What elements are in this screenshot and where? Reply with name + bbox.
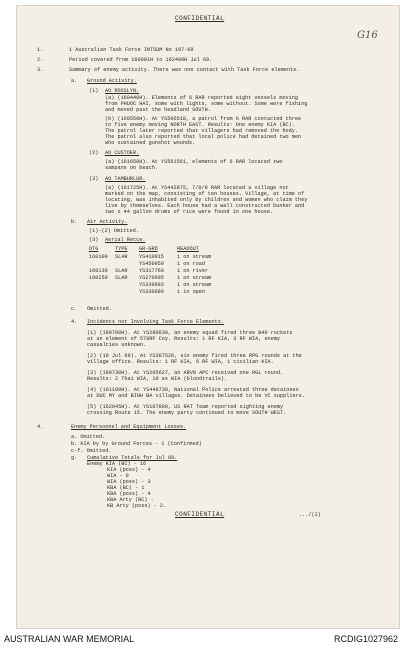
ao1-title: AO ROSSLYN. bbox=[105, 88, 140, 94]
ao3-line: marked on the map, consisting of ten houses. Village, at time of bbox=[105, 191, 305, 197]
incident-line: Results: 2 Thai WIA, 10 ex WIA (bloodtrails). bbox=[87, 376, 228, 382]
incident-line: crossing Route 15. The enemy party continued to move SOUTH WEST. bbox=[87, 410, 287, 416]
table-cell: 1 in open bbox=[177, 289, 206, 295]
ao1-line: The patrol also reported that local police had detained two men bbox=[105, 134, 302, 140]
table-cell: 160100 bbox=[89, 254, 108, 260]
losses-g-line: KBA (BC) - 1 bbox=[107, 485, 145, 491]
ao1-line: to five enemy moving NORTH EAST. Results: One enemy KIA (BC). bbox=[105, 122, 295, 128]
sec-b-label: b. bbox=[71, 219, 78, 225]
table-cell: SLAR bbox=[115, 254, 128, 260]
table-cell: 1 on river bbox=[177, 268, 209, 274]
para-1-text: 1 Australian Task Force INTSUM No 197-69 bbox=[69, 47, 194, 53]
table-cell: 1 on stream bbox=[177, 282, 212, 288]
incident-line: (3) (160730H). At YS205627, an ARVN APC received one RGL round. bbox=[87, 370, 284, 376]
losses-g-line: KIA (poss) - 4 bbox=[107, 467, 151, 473]
ao3-line: two x 44 gallon drums of rice were found in one house. bbox=[105, 209, 274, 215]
ao1-line: (a) (160440H). Elements of 6 RAR reported eight vessels moving bbox=[105, 95, 299, 101]
para-3-num: 3. bbox=[37, 67, 44, 73]
document-page bbox=[16, 5, 400, 629]
ao1-line: from PHUOC HAI, some with lights, some without. Some were fishing bbox=[105, 101, 308, 107]
para-4-title: Incidents not Involving Task Force Elements. bbox=[87, 319, 224, 325]
para-2-num: 2. bbox=[37, 57, 44, 63]
losses-g-line: KB Arty (poss) - 2. bbox=[107, 503, 167, 509]
table-header: DTG bbox=[89, 246, 99, 252]
para-4-num: 4. bbox=[71, 319, 78, 325]
para-2-text: Period covered from 160001H to 162400H Jul 69. bbox=[69, 57, 213, 63]
footer-catalog-id: RCDIG1027962 bbox=[333, 634, 398, 644]
losses-g-line: WIA - 0 bbox=[107, 473, 129, 479]
table-cell: SLAR bbox=[115, 268, 128, 274]
table-cell: 1 on stream bbox=[177, 275, 212, 281]
ao1-line: and moved past the headland SOUTH. bbox=[105, 107, 211, 113]
incident-line: casualties unknown. bbox=[87, 342, 147, 348]
table-cell: YS450959 bbox=[139, 261, 164, 267]
incident-line: (2) (16 Jul 69). At YS387520, six enemy fired three RPG rounds at the bbox=[87, 353, 302, 359]
table-cell: 1 on road bbox=[177, 261, 206, 267]
losses-g-line: WIA (poss) - 3 bbox=[107, 479, 151, 485]
para-5-title: Enemy Personnel and Equipment Losses. bbox=[71, 424, 187, 430]
sec-b-line1: (1)-(2) Omitted. bbox=[89, 228, 139, 234]
ao3-line: (a) (161725H). At YS442875, 7/0/9 RAR located a village not bbox=[105, 185, 289, 191]
footer-archive-name: AUSTRALIAN WAR MEMORIAL bbox=[4, 634, 135, 644]
ao1-line: The patrol later reported that villagers had removed the body. bbox=[105, 128, 299, 134]
losses-g-title: Cumulative Totals for Jul 69. bbox=[87, 455, 178, 461]
table-cell: 160130 bbox=[89, 268, 108, 274]
losses-cf: c-f. Omitted. bbox=[71, 448, 112, 454]
ao3-line: locating, was inhabited only by children and women who claim they bbox=[105, 197, 308, 203]
table-cell: YS270695 bbox=[139, 275, 164, 281]
ao1-line: (b) (160550H). At YS506518, a patrol from 6 RAR contacted three bbox=[105, 116, 302, 122]
table-cell: SLAR bbox=[115, 275, 128, 281]
incident-line: (4) (161100H). At YS448730, National Police arrested three detainees bbox=[87, 387, 299, 393]
losses-g-head: Enemy KIA (BC) - 16 bbox=[87, 461, 147, 467]
ao3-line: live by themselves. Each house had a wall constructed bunker and bbox=[105, 203, 305, 209]
incident-line: (1) (160700H). At YS280630, an enemy squad fired three B40 rockets bbox=[87, 330, 293, 336]
continuation-marker: .../(2) bbox=[299, 512, 321, 518]
losses-b: b. KIA by by Ground Forces - 1 (Confirmed) bbox=[71, 441, 202, 447]
sec-c-text: Omitted. bbox=[87, 306, 112, 312]
table-cell: YS317760 bbox=[139, 268, 164, 274]
table-cell: 160250 bbox=[89, 275, 108, 281]
para-1-num: 1. bbox=[37, 47, 44, 53]
para-5-num: 4. bbox=[37, 424, 44, 430]
table-header: READOUT bbox=[177, 246, 199, 252]
table-cell: YS330693 bbox=[139, 282, 164, 288]
incident-line: (5) (162045H). At YS107800, US RAT Team reported sighting enemy bbox=[87, 404, 284, 410]
losses-a: a. Omitted. bbox=[71, 434, 106, 440]
sec-a-title: Ground Activity. bbox=[87, 78, 137, 84]
incident-line: at an element of 578RF Coy. Results: 1 RF KIA, 3 RF WIA, enemy bbox=[87, 336, 281, 342]
ao3-num: (3) bbox=[89, 176, 99, 182]
ao1-num: (1) bbox=[89, 88, 99, 94]
sec-b-sub-num: (3) bbox=[89, 237, 99, 243]
ao3-title: AO TAMBURLUR. bbox=[105, 176, 146, 182]
table-cell: 1 on stream bbox=[177, 254, 212, 260]
ao2-line: sampans on beach. bbox=[105, 165, 158, 171]
sec-b-title: Air Activity. bbox=[87, 219, 128, 225]
table-cell: YS410915 bbox=[139, 254, 164, 260]
sec-b-sub-title: Aerial Recce. bbox=[105, 237, 146, 243]
losses-g-label: g. bbox=[71, 455, 78, 461]
sec-c-label: c. bbox=[71, 306, 78, 312]
ao2-title: AO CUSTOER. bbox=[105, 150, 140, 156]
para-3-text: Summary of enemy activity. There was one contact with Task Force elements. bbox=[69, 67, 300, 73]
ao2-line: (a) (161650H). At YS561561, elements of 6 RAR located two bbox=[105, 159, 283, 165]
table-cell: YS330689 bbox=[139, 289, 164, 295]
ao2-num: (2) bbox=[89, 150, 99, 156]
losses-g-line: KBA Arty (BC) - bbox=[107, 497, 154, 503]
classification-bottom: CONFIDENTIAL bbox=[175, 511, 225, 518]
ao1-line: who sustained gunshot wounds. bbox=[105, 140, 196, 146]
incident-line: village office. Results: 1 RF KIA, 6 RF WIA, 1 civilian KIA. bbox=[87, 359, 274, 365]
handwritten-page-ref: G16 bbox=[357, 30, 378, 41]
sec-a-label: a. bbox=[71, 78, 78, 84]
losses-g-line: KBA (poss) - 4 bbox=[107, 491, 151, 497]
classification-top: CONFIDENTIAL bbox=[175, 15, 225, 22]
table-header: GR-GRD bbox=[139, 246, 158, 252]
incident-line: at DUC MY and BINH BA villages. Detainees believed to be VC suppliers. bbox=[87, 393, 305, 399]
table-header: TYPE bbox=[115, 246, 128, 252]
